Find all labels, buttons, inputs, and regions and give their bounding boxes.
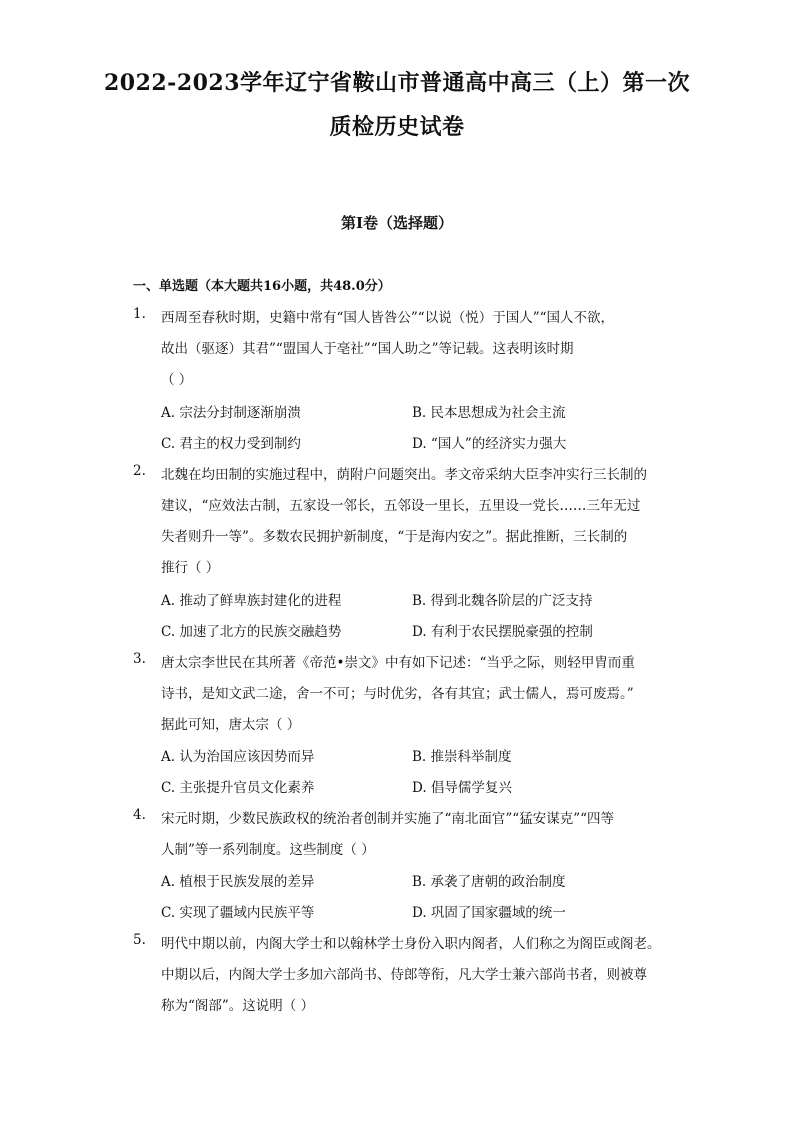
option-d: D. 有利于农民摆脱豪强的控制 [412,624,593,640]
question-text-line: 推行（ ） [161,560,220,576]
question-text-line: 北魏在均田制的实施过程中，荫附户问题突出。孝文帝采纳大臣李冲实行三长制的 [161,467,647,483]
option-d: D. 巩固了国家疆域的统一 [412,905,566,921]
exam-title-line2: 质检历史试卷 [329,114,465,140]
option-a: A. 植根于民族发展的差异 [161,874,315,890]
question-text-line: 西周至春秋时期，史籍中常有“国人皆咎公”“以说（悦）于国人”“国人不欲， [161,310,615,326]
question-number: 4. [133,807,146,823]
question-text-line: 诗书，是知文武二途，舍一不可；与时优劣，各有其宜；武士儒人，焉可废焉。” [161,686,634,702]
question-number: 3. [133,651,146,667]
question-text-line: 失者则升一等”。多数农民拥护新制度，“于是海内安之”。据此推断，三长制的 [161,529,628,545]
option-b: B. 承袭了唐朝的政治制度 [412,874,566,890]
section-title: 第I卷（选择题） [340,214,454,232]
option-b: B. 民本思想成为社会主流 [412,405,566,421]
question-text-line: 人制”等一系列制度。这些制度（ ） [161,842,375,858]
question-text-line: 中期以后，内阁大学士多加六部尚书、侍郎等衔，凡大学士兼六部尚书者，则被尊 [161,967,647,983]
question-text-line: （ ） [161,372,193,388]
option-c: C. 君主的权力受到制约 [161,436,301,452]
question-text-line: 故出（驱逐）其君”“盟国人于亳社”“国人助之”等记载。这表明该时期 [161,341,574,357]
option-c: C. 主张提升官员文化素养 [161,780,315,796]
option-a: A. 宗法分封制逐渐崩溃 [161,405,301,421]
question-number: 5. [133,932,146,948]
question-number: 2. [133,463,146,479]
question-text-line: 建议，“应效法古制，五家设一邻长，五邻设一里长，五里设一党长……三年无过 [161,498,641,514]
question-text-line: 称为“阁部”。这说明（ ） [161,998,315,1014]
question-text-line: 唐太宗李世民在其所著《帝范•崇文》中有如下记述：“当乎之际，则轻甲胄而重 [161,655,635,671]
option-d: D. “国人”的经济实力强大 [412,436,567,452]
option-c: C. 加速了北方的民族交融趋势 [161,624,342,640]
question-text-line: 明代中期以前，内阁大学士和以翰林学士身份入职内阁者，人们称之为阁臣或阁老。 [161,936,661,952]
option-b: B. 推崇科举制度 [412,749,512,765]
question-text-line: 据此可知，唐太宗（ ） [161,717,301,733]
option-a: A. 推动了鲜卑族封建化的进程 [161,593,342,609]
question-text-line: 宋元时期，少数民族政权的统治者创制并实施了“南北面官”“猛安谋克”“四等 [161,811,615,827]
question-number: 1. [133,306,146,322]
exam-title-line1: 2022-2023学年辽宁省鞍山市普通高中高三（上）第一次 [103,70,691,96]
part-heading: 一、单选题（本大题共16小题，共48.0分） [133,279,391,294]
option-d: D. 倡导儒学复兴 [412,780,512,796]
option-c: C. 实现了疆域内民族平等 [161,905,315,921]
option-a: A. 认为治国应该因势而异 [161,749,315,765]
option-b: B. 得到北魏各阶层的广泛支持 [412,593,593,609]
